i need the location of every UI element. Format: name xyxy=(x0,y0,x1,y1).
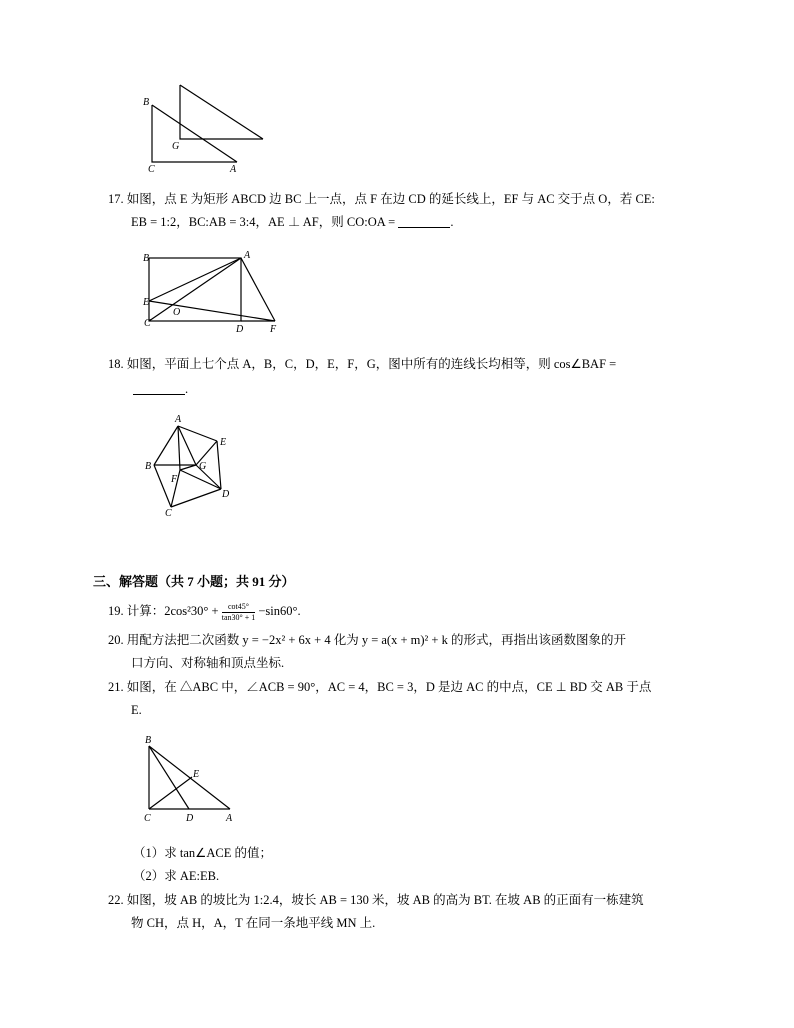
label-D: D xyxy=(186,813,194,824)
label-E: E xyxy=(143,297,150,308)
expression-suffix: −sin60°. xyxy=(258,604,301,618)
label-E: E xyxy=(193,769,200,780)
sub-question-2: （2）求 AE:EB. xyxy=(133,869,220,883)
question-number: 22. xyxy=(108,893,124,907)
label-O: O xyxy=(173,307,181,318)
fraction-numerator: cot45° xyxy=(222,602,255,613)
label-C: C xyxy=(148,164,155,175)
label-F: F xyxy=(270,324,277,335)
question-text-line1: 如图，在 △ABC 中，∠ACB = 90°，AC = 4，BC = 3，D 是边 AC 的中点，CE ⊥ BD 交 AB 于点 xyxy=(126,680,652,694)
question-17-line2 xyxy=(131,211,731,234)
section-title: 三、解答题（共 7 小题；共 91 分） xyxy=(93,574,295,589)
label-A: A xyxy=(175,414,182,425)
label-B: B xyxy=(145,735,152,746)
question-text-line1: 如图，平面上七个点 A，B，C，D，E，F，G，图中所有的连线长均相等，则 cos∠BAF = xyxy=(126,357,617,371)
label-C: C xyxy=(144,813,151,824)
answer-blank xyxy=(133,382,185,395)
label-F: F xyxy=(171,474,178,485)
sub-question-1: （1）求 tan∠ACE 的值； xyxy=(133,846,272,860)
question-21-line2 xyxy=(131,699,731,722)
question-text-line1: 如图，点 E 为矩形 ABCD 边 BC 上一点，点 F 在边 CD 的延长线上，EF 与 AC 交于点 O，若 CE: xyxy=(126,192,655,206)
question-number: 21. xyxy=(108,680,124,694)
label-A: A xyxy=(226,813,233,824)
label-E: E xyxy=(220,437,227,448)
question-text-line1: 用配方法把二次函数 y = −2x² + 6x + 4 化为 y = a(x + m)² + k 的形式，再指出该函数图象的开 xyxy=(126,633,626,647)
question-22 xyxy=(108,889,708,912)
fraction xyxy=(222,602,255,623)
question-number: 17. xyxy=(108,192,124,206)
question-17 xyxy=(108,188,708,211)
question-number: 20. xyxy=(108,633,124,647)
label-G: G xyxy=(172,141,180,152)
label-G: G xyxy=(199,461,207,472)
question-20-line2 xyxy=(131,652,731,675)
question-text-line2: 口方向、对称轴和顶点坐标. xyxy=(131,656,285,670)
question-19 xyxy=(108,600,708,623)
question-number: 19. xyxy=(108,604,124,618)
question-21 xyxy=(108,676,708,699)
fraction-denominator: tan30° + 1 xyxy=(221,612,256,622)
label-C: C xyxy=(144,318,151,329)
question-20 xyxy=(108,629,708,652)
question-text-line1: 如图，坡 AB 的坡比为 1:2.4，坡长 AB = 130 米，坡 AB 的高为 BT. 在坡 AB 的正面有一栋建筑 xyxy=(126,893,644,907)
answer-blank xyxy=(398,215,450,228)
question-number: 18. xyxy=(108,357,124,371)
question-18 xyxy=(108,353,708,376)
question-text-line2: 物 CH，点 H，A，T 在同一条地平线 MN 上. xyxy=(131,916,376,930)
period: . xyxy=(450,215,454,229)
question-text-line2: EB = 1:2，BC:AB = 3:4，AE ⊥ AF，则 CO:OA = xyxy=(131,215,399,229)
label-A: A xyxy=(230,164,237,175)
label-C: C xyxy=(165,508,172,519)
label-D: D xyxy=(236,324,244,335)
question-18-line2 xyxy=(133,378,733,401)
label-B: B xyxy=(143,253,150,264)
expression-prefix: 计算：2cos²30° + xyxy=(126,604,219,618)
label-B: B xyxy=(145,461,152,472)
question-text-line2: E. xyxy=(131,703,142,717)
label-B: B xyxy=(143,97,150,108)
question-22-line2 xyxy=(131,912,731,935)
label-A: A xyxy=(244,250,251,261)
label-D: D xyxy=(222,489,230,500)
period: . xyxy=(185,382,189,396)
